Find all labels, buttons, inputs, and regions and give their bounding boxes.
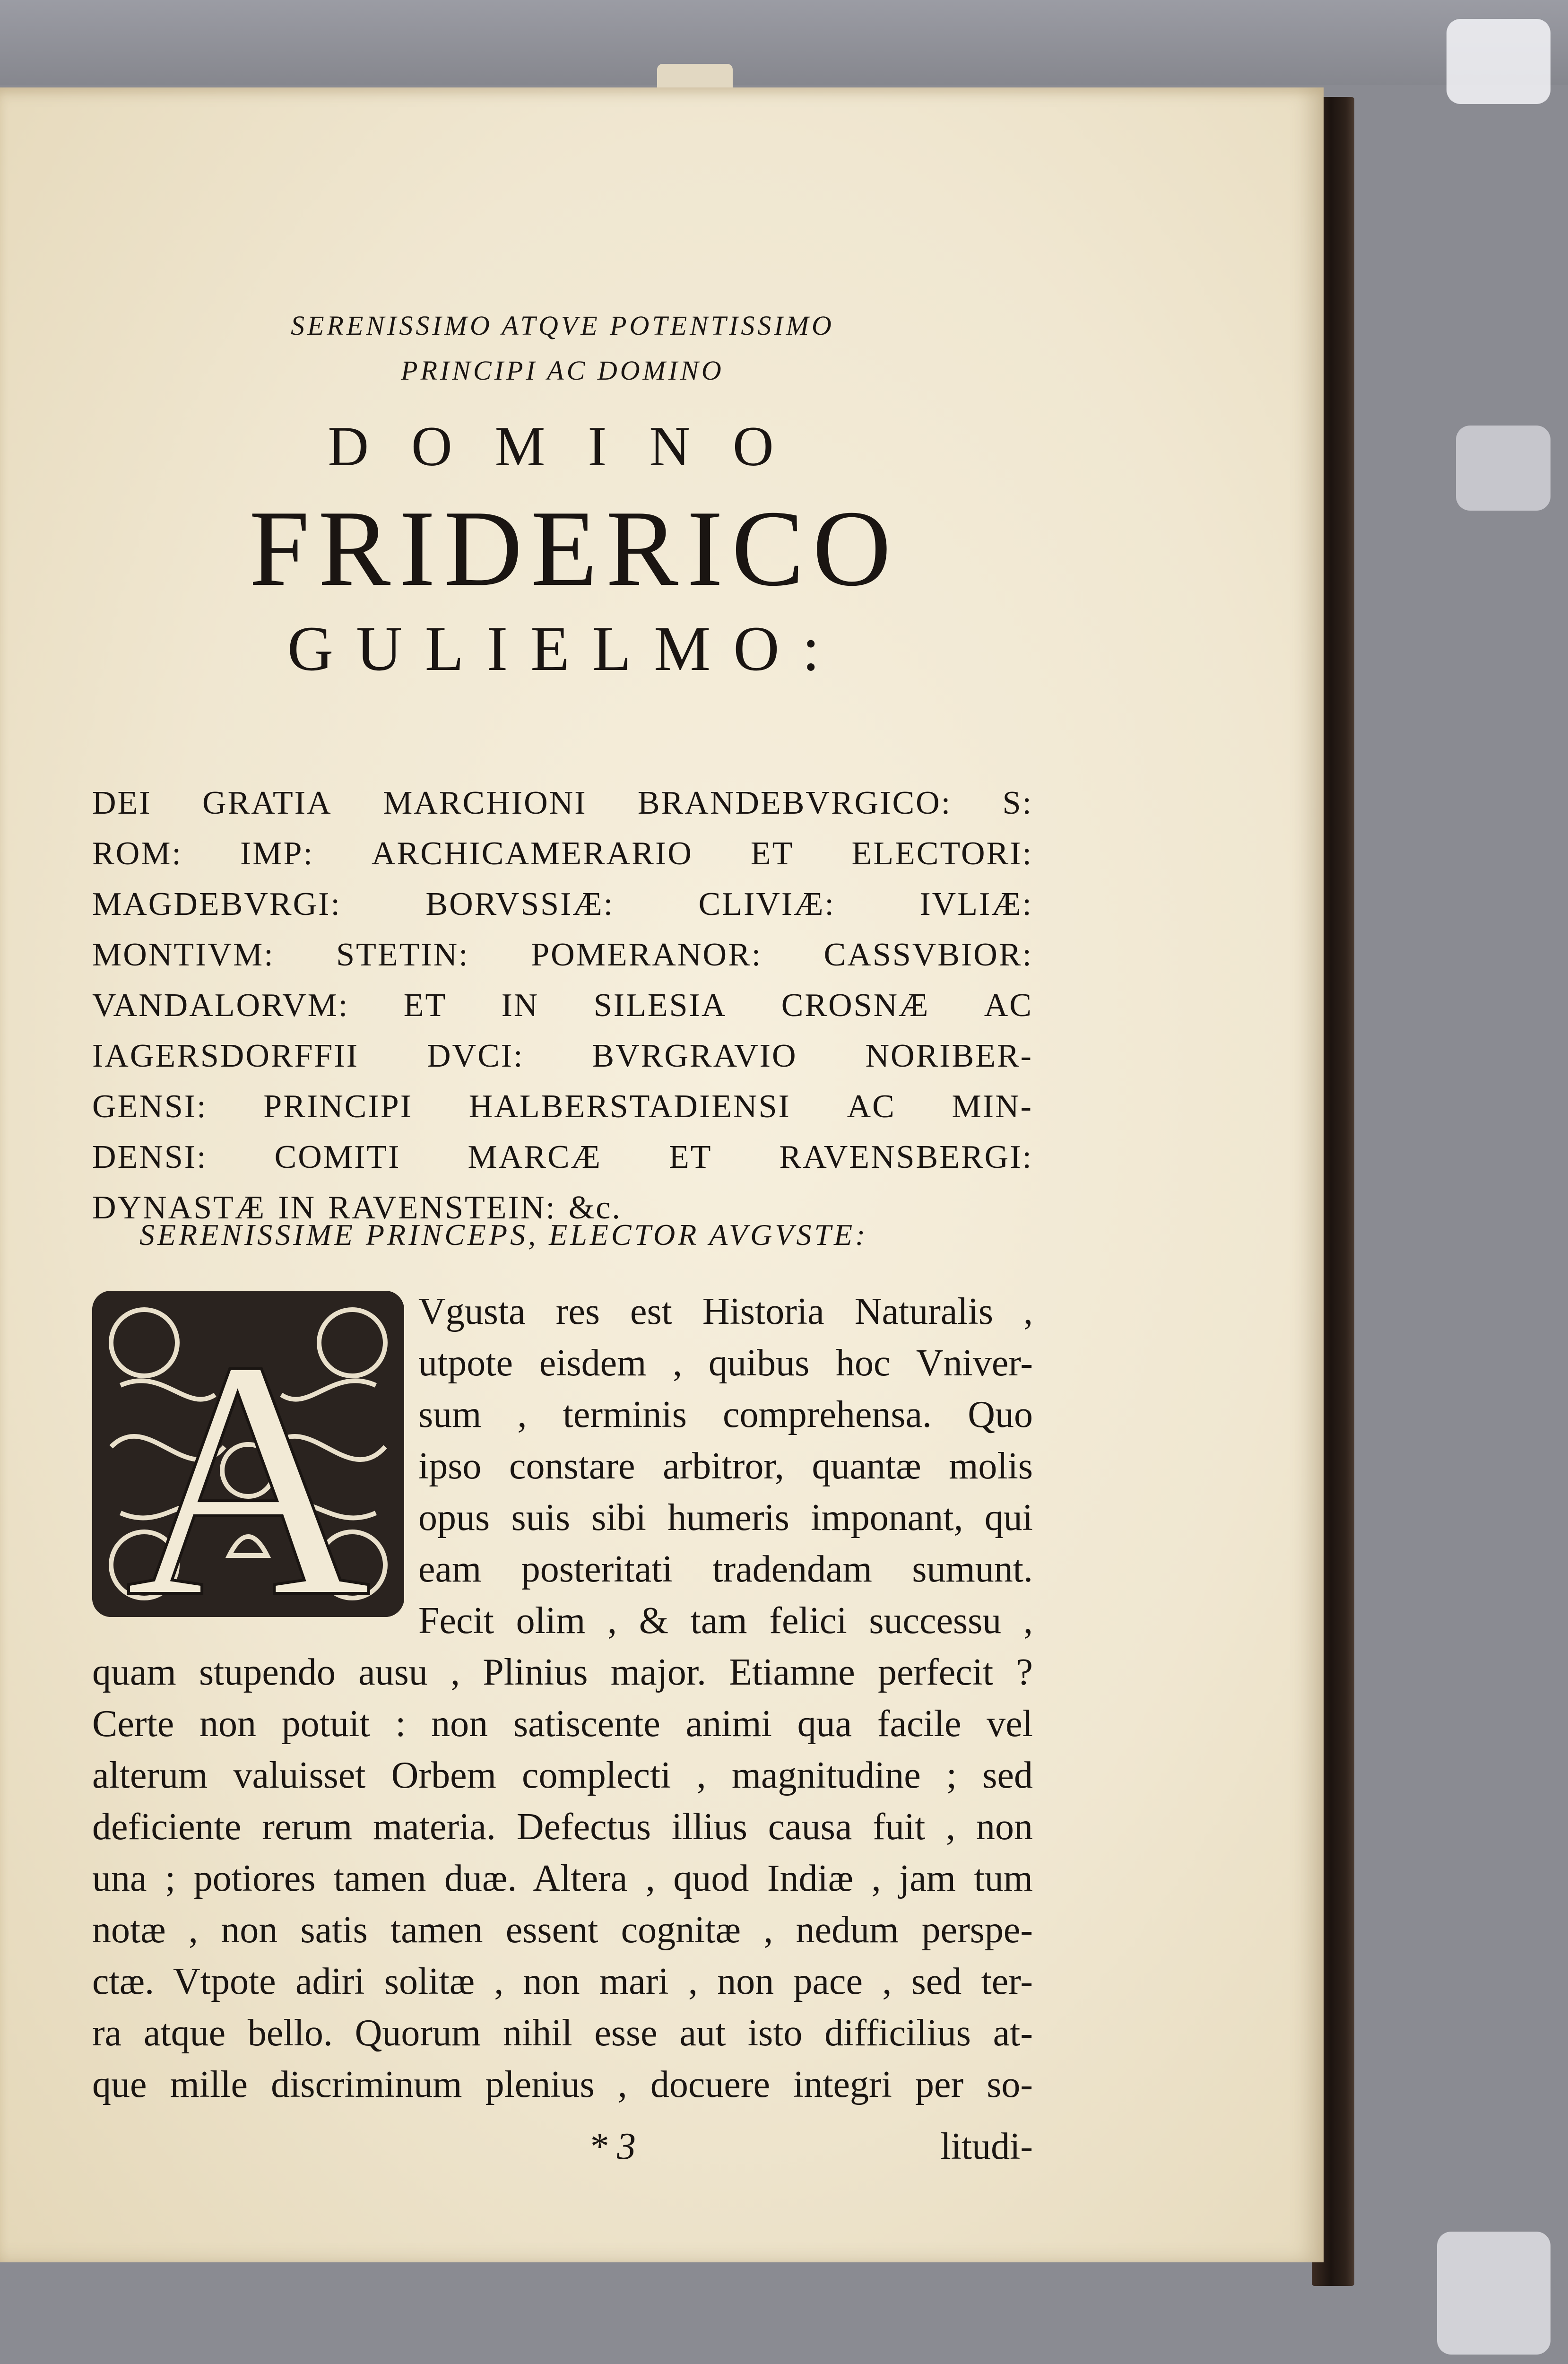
body-line-text: Vgusta res est Historia Naturalis , <box>418 1291 1033 1332</box>
background-top <box>0 0 1568 85</box>
body-line <box>92 2059 1033 2111</box>
title-word: DENSI: <box>92 1139 208 1175</box>
title-word: ET <box>668 1139 712 1175</box>
title-line <box>92 1031 1033 1081</box>
catchword: litudi- <box>940 2126 1033 2167</box>
light-glare <box>1447 19 1551 104</box>
title-word: ELECTORI: <box>851 835 1033 872</box>
title-word: CASSVBIOR: <box>823 937 1033 973</box>
body-line <box>92 1441 1033 1492</box>
body-line-text: que mille discriminum plenius , docuere integri per so- <box>92 2064 1033 2105</box>
initial-letter: A <box>125 1291 371 1617</box>
title-word: NORIBER- <box>865 1038 1033 1074</box>
title-word: &c. <box>568 1190 622 1226</box>
title-word: IVLIÆ: <box>919 886 1033 922</box>
title-word: IAGERSDORFFII <box>92 1038 359 1074</box>
title-word: MAGDEBVRGI: <box>92 886 341 922</box>
title-line <box>92 879 1033 930</box>
body-line-text: una ; potiores tamen duæ. Altera , quod Indiæ , jam tum <box>92 1858 1033 1899</box>
title-word: IMP: <box>240 835 314 872</box>
title-word: GENSI: <box>92 1088 208 1125</box>
title-word: ROM: <box>92 835 182 872</box>
title-line <box>92 930 1033 980</box>
title-word: BVRGRAVIO <box>592 1038 797 1074</box>
heading-line-2: PRINCIPI AC DOMINO <box>401 355 724 386</box>
title-word: ARCHICAMERARIO <box>372 835 693 872</box>
title-line <box>92 1081 1033 1132</box>
body-line <box>92 1389 1033 1441</box>
body-line-text: Fecit olim , & tam felici successu , <box>418 1600 1033 1642</box>
body-line-text: deficiente rerum materia. Defectus illius causa fuit , non <box>92 1806 1033 1848</box>
title-word: ET <box>403 987 447 1024</box>
title-word: MONTIVM: <box>92 937 275 973</box>
body-line-text: ctæ. Vtpote adiri solitæ , non mari , non pace , sed ter- <box>92 1961 1033 2002</box>
body-line-text: ra atque bello. Quorum nihil esse aut isto difficilius at- <box>92 2012 1033 2054</box>
title-word: S: <box>1002 785 1033 821</box>
body-line-text: Certe non potuit : non satiscente animi qua facile vel <box>92 1703 1033 1745</box>
body-line <box>92 1853 1033 1904</box>
body-line <box>92 1286 1033 1338</box>
book-page <box>0 87 1324 2262</box>
body-line <box>92 1801 1033 1853</box>
body-line <box>92 1904 1033 1956</box>
body-line <box>92 1647 1033 1698</box>
title-word: HALBERSTADIENSI <box>468 1088 791 1125</box>
title-line <box>92 828 1033 879</box>
heading-domino: DOMINO <box>328 415 816 478</box>
title-word: AC <box>984 987 1033 1024</box>
title-word: POMERANOR: <box>531 937 762 973</box>
light-glare <box>1456 426 1551 511</box>
body-line <box>92 1595 1033 1647</box>
title-word: BORVSSIÆ: <box>425 886 615 922</box>
body-line <box>92 1698 1033 1750</box>
title-line <box>92 778 1033 828</box>
title-word: DVCI: <box>426 1038 524 1074</box>
body-line <box>92 1544 1033 1595</box>
body-line-text: sum , terminis comprehensa. Quo <box>418 1394 1033 1435</box>
title-word: RAVENSTEIN: <box>328 1190 556 1226</box>
body-line-text: notæ , non satis tamen essent cognitæ , nedum perspe- <box>92 1909 1033 1951</box>
title-word: BRANDEBVRGICO: <box>637 785 952 821</box>
title-word: RAVENSBERGI: <box>779 1139 1033 1175</box>
title-word: VANDALORVM: <box>92 987 349 1024</box>
title-word: MARCHIONI <box>383 785 587 821</box>
title-word: PRINCIPI <box>263 1088 413 1125</box>
title-line <box>92 1132 1033 1182</box>
title-word: DYNASTÆ <box>92 1190 266 1226</box>
title-word: MARCÆ <box>468 1139 602 1175</box>
title-word: CROSNÆ <box>781 987 930 1024</box>
body-line <box>92 1750 1033 1801</box>
title-word: ET <box>750 835 794 872</box>
title-word: IN <box>278 1190 316 1226</box>
title-word: COMITI <box>274 1139 401 1175</box>
heading-line-1: SERENISSIMO ATQVE POTENTISSIMO <box>291 310 834 341</box>
title-word: CLIVIÆ: <box>698 886 835 922</box>
page-footer <box>92 2125 1033 2177</box>
title-word: SILESIA <box>593 987 727 1024</box>
title-word: GRATIA <box>202 785 332 821</box>
title-word: STETIN: <box>336 937 469 973</box>
body-line-text: ipso constare arbitror, quantæ molis <box>418 1445 1033 1487</box>
heading-friderico: FRIDERICO <box>249 488 900 608</box>
body-line-text: eam posteritati tradendam sumunt. <box>418 1548 1033 1590</box>
title-word: IN <box>501 987 539 1024</box>
body-line <box>92 1338 1033 1389</box>
light-glare <box>1437 2232 1551 2355</box>
title-word: AC <box>847 1088 896 1125</box>
title-word: MIN- <box>952 1088 1033 1125</box>
body-line-text: utpote eisdem , quibus hoc Vniver- <box>418 1342 1033 1384</box>
body-line <box>92 1956 1033 2008</box>
title-word: DEI <box>92 785 152 821</box>
heading-gulielmo: GULIELMO: <box>287 614 843 684</box>
body-line-text: alterum valuisset Orbem complecti , magnitudine ; sed <box>92 1755 1033 1796</box>
title-line <box>92 980 1033 1031</box>
body-line-text: opus suis sibi humeris imponant, qui <box>418 1497 1033 1538</box>
salutation: SERENISSIME PRINCEPS, ELECTOR AVGVSTE: <box>139 1218 868 1252</box>
signature-mark: * 3 <box>589 2126 636 2167</box>
body-text <box>92 1286 1033 2111</box>
body-line-text: quam stupendo ausu , Plinius major. Etiamne perfecit ? <box>92 1651 1033 1693</box>
body-line <box>92 1492 1033 1544</box>
body-line <box>92 2008 1033 2059</box>
titles-block <box>92 778 1033 1233</box>
